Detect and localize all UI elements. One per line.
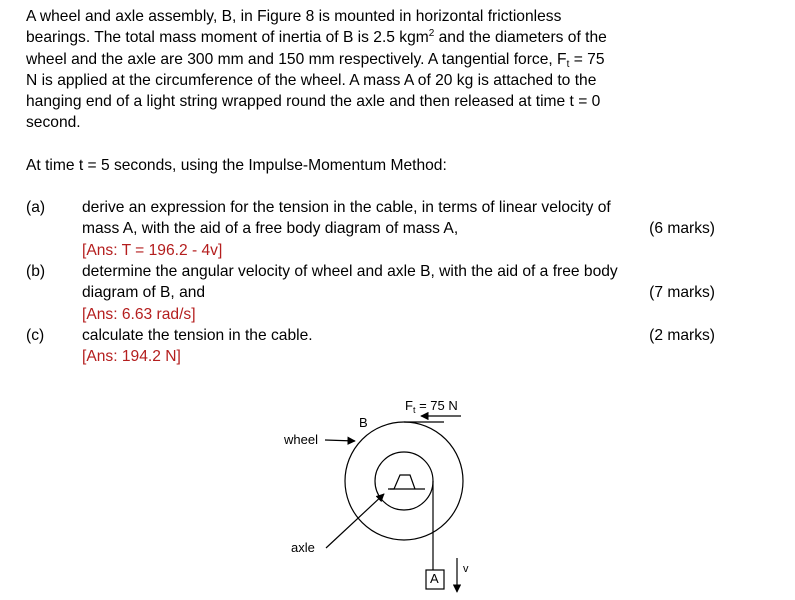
question-label: (c) bbox=[26, 326, 45, 344]
wheel-circle bbox=[345, 422, 463, 540]
answer: [Ans: 194.2 N] bbox=[82, 348, 181, 366]
intro-line: hanging end of a light string wrapped round the axle and then released at time t = 0 bbox=[26, 93, 601, 111]
question-label: (b) bbox=[26, 262, 46, 280]
superscript: 2 bbox=[428, 28, 435, 40]
question-line: mass A, with the aid of a free body diagram of mass A, bbox=[82, 220, 459, 238]
question-line: diagram of B, and bbox=[82, 284, 206, 302]
intro-line: second. bbox=[26, 114, 81, 132]
marks: (2 marks) bbox=[649, 326, 715, 344]
question-line: calculate the tension in the cable. bbox=[82, 326, 313, 344]
bearing-support-icon bbox=[390, 475, 415, 489]
question-line: derive an expression for the tension in the cable, in terms of linear velocity of bbox=[82, 199, 611, 217]
force-label: $F_t = 75$ N bbox=[405, 398, 458, 415]
intro-line: wheel and the axle are 300 mm and 150 mm respectively. A tangential force, $F_t = 75$ bbox=[26, 50, 605, 70]
method-line: At time t = 5 seconds, using the Impulse-Momentum Method: bbox=[26, 156, 447, 174]
b-label: B bbox=[359, 415, 368, 430]
axle-label: axle bbox=[291, 540, 315, 555]
answer: [Ans: 6.63 rad/s] bbox=[82, 305, 196, 323]
axle-pointer bbox=[326, 494, 384, 548]
intro-line: A wheel and axle assembly, B, in Figure 8 is mounted in horizontal frictionless bbox=[26, 8, 562, 25]
mass-label: A bbox=[430, 571, 439, 586]
wheel-label: wheel bbox=[284, 432, 318, 447]
marks: (7 marks) bbox=[649, 284, 715, 302]
intro-line: N is applied at the circumference of the wheel. A mass A of 20 kg is attached to the bbox=[26, 71, 597, 89]
wheel-pointer bbox=[325, 440, 355, 441]
axle-circle bbox=[375, 452, 433, 510]
answer: [Ans: T = 196.2 - 4v] bbox=[82, 241, 223, 259]
marks: (6 marks) bbox=[649, 220, 715, 238]
subscript: t bbox=[566, 58, 570, 70]
velocity-label: v bbox=[463, 563, 469, 575]
intro-line: bearings. The total mass moment of inertia of B is 2.5 kgm$^2$ and the diameters of the bbox=[26, 28, 607, 47]
question-line: determine the angular velocity of wheel and axle B, with the aid of a free body bbox=[82, 262, 618, 280]
question-label: (a) bbox=[26, 199, 46, 217]
